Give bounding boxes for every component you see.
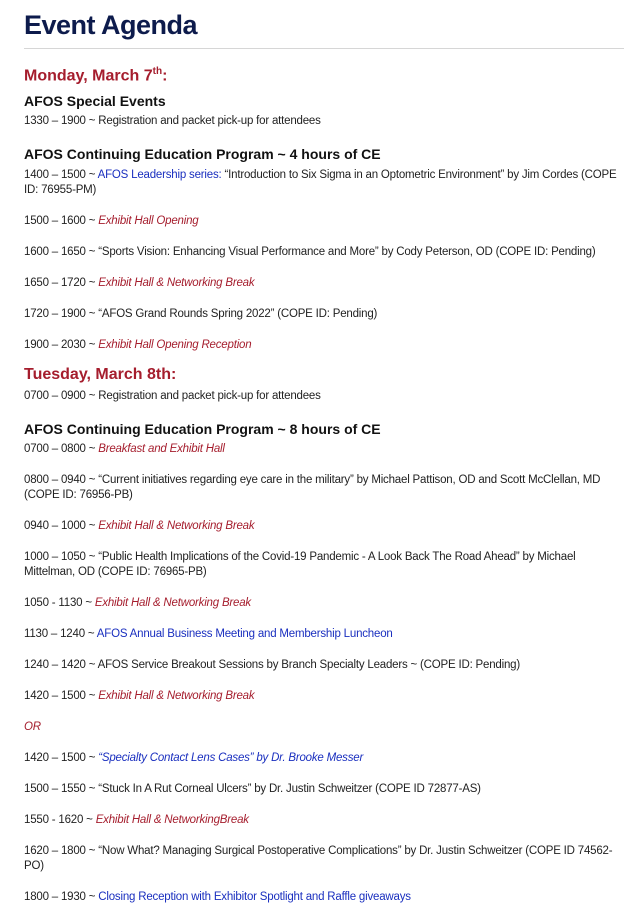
tuesday-session-row	[24, 782, 624, 797]
tuesday-session-row	[24, 519, 624, 534]
session-description: AFOS Service Breakout Sessions by Branch Specialty Leaders ~ (COPE ID: Pending)	[97, 659, 520, 672]
tuesday-session-row	[24, 751, 624, 766]
monday-session-row	[24, 338, 624, 353]
session-time: 0700 – 0800 ~	[24, 443, 99, 456]
session-break: Exhibit Hall Opening Reception	[98, 339, 252, 352]
session-break: Exhibit Hall Opening	[98, 215, 199, 228]
monday-heading-text: Monday, March 7	[24, 67, 153, 85]
session-time: 1330 – 1900 ~	[24, 115, 99, 128]
session-time: 1800 – 1930 ~	[24, 891, 99, 904]
tuesday-session-row	[24, 720, 624, 735]
monday-heading-sup: th	[152, 66, 163, 77]
tuesday-heading: Tuesday, March 8th:	[24, 366, 177, 384]
session-break: Exhibit Hall & Networking Break	[98, 690, 255, 703]
session-time: 1550 - 1620 ~	[24, 814, 96, 827]
tuesday-session-row	[24, 442, 624, 457]
session-time: 1400 – 1500 ~	[24, 169, 98, 182]
session-time: 1600 – 1650 ~	[24, 246, 99, 259]
session-description: “AFOS Grand Rounds Spring 2022” (COPE ID: Pending)	[98, 308, 378, 321]
tuesday-session-row	[24, 813, 624, 828]
session-link[interactable]: AFOS Leadership series:	[97, 169, 222, 182]
session-link[interactable]: AFOS Annual Business Meeting and Membership Luncheon	[96, 628, 393, 641]
session-description: “Public Health Implications of the Covid-19 Pandemic - A Look Back The Road Ahead” by Michael Mittelman, OD (COPE ID: 76965-PB)	[24, 551, 576, 579]
session-description: Registration and packet pick-up for attendees	[98, 115, 321, 128]
session-description: “Current initiatives regarding eye care in the military” by Michael Pattison, OD and Scott McClellan, MD (COPE ID: 76956-PB)	[24, 474, 601, 502]
or-separator: OR	[24, 721, 41, 734]
session-time: 1620 – 1800 ~	[24, 845, 99, 858]
session-break: Exhibit Hall & Networking Break	[98, 520, 255, 533]
session-time: 1420 – 1500 ~	[24, 752, 99, 765]
session-time: 1900 – 2030 ~	[24, 339, 99, 352]
monday-heading	[24, 62, 624, 86]
tuesday-session-row	[24, 473, 624, 503]
session-time: 0800 – 0940 ~	[24, 474, 99, 487]
session-time: 1500 – 1600 ~	[24, 215, 99, 228]
session-break: Exhibit Hall & Networking Break	[94, 597, 251, 610]
session-description: “Sports Vision: Enhancing Visual Performance and More” by Cody Peterson, OD (COPE ID: Pending)	[98, 246, 596, 259]
session-time: 1720 – 1900 ~	[24, 308, 99, 321]
monday-special-row	[24, 114, 624, 129]
tuesday-special-row	[24, 389, 624, 404]
session-time: 1420 – 1500 ~	[24, 690, 99, 703]
session-time: 0700 – 0900 ~	[24, 390, 99, 403]
tuesday-session-row	[24, 627, 624, 642]
session-description: “Introduction to Six Sigma in an Optometric Environment” by Jim Cordes (COPE ID: 76955-PM)	[24, 169, 617, 197]
session-time: 0940 – 1000 ~	[24, 520, 99, 533]
monday-session-row	[24, 214, 624, 229]
tuesday-session-row	[24, 689, 624, 704]
page-title: Event Agenda	[24, 10, 198, 40]
session-link[interactable]: “Specialty Contact Lens Cases” by Dr. Brooke Messer	[98, 752, 364, 765]
tuesday-ce-title: AFOS Continuing Education Program ~ 8 hours of CE	[24, 421, 381, 438]
session-break: Breakfast and Exhibit Hall	[98, 443, 225, 456]
monday-special-events-title: AFOS Special Events	[24, 93, 166, 110]
monday-session-row	[24, 245, 624, 260]
monday-session-row	[24, 307, 624, 322]
session-description: “Stuck In A Rut Corneal Ulcers” by Dr. Justin Schweitzer (COPE ID 72877-AS)	[98, 783, 481, 796]
session-description: Registration and packet pick-up for attendees	[98, 390, 321, 403]
title-divider	[24, 48, 624, 49]
session-time: 1000 – 1050 ~	[24, 551, 99, 564]
monday-ce-title: AFOS Continuing Education Program ~ 4 hours of CE	[24, 146, 381, 163]
session-time: 1240 – 1420 ~	[24, 659, 98, 672]
monday-session-row	[24, 276, 624, 291]
monday-session-row	[24, 168, 624, 198]
session-break: Exhibit Hall & NetworkingBreak	[95, 814, 249, 827]
session-time: 1050 - 1130 ~	[24, 597, 95, 610]
session-time: 1130 – 1240 ~	[24, 628, 97, 641]
monday-heading-colon: :	[162, 67, 168, 85]
session-description: “Now What? Managing Surgical Postoperative Complications” by Dr. Justin Schweitzer (COPE ID 74562-PO)	[24, 845, 613, 873]
session-time: 1650 – 1720 ~	[24, 277, 99, 290]
tuesday-session-row	[24, 550, 624, 580]
tuesday-session-row	[24, 658, 624, 673]
session-break: Exhibit Hall & Networking Break	[98, 277, 255, 290]
tuesday-session-row	[24, 890, 624, 905]
session-time: 1500 – 1550 ~	[24, 783, 99, 796]
tuesday-session-row	[24, 844, 624, 874]
session-link[interactable]: Closing Reception with Exhibitor Spotlight and Raffle giveaways	[98, 891, 411, 904]
tuesday-session-row	[24, 596, 624, 611]
